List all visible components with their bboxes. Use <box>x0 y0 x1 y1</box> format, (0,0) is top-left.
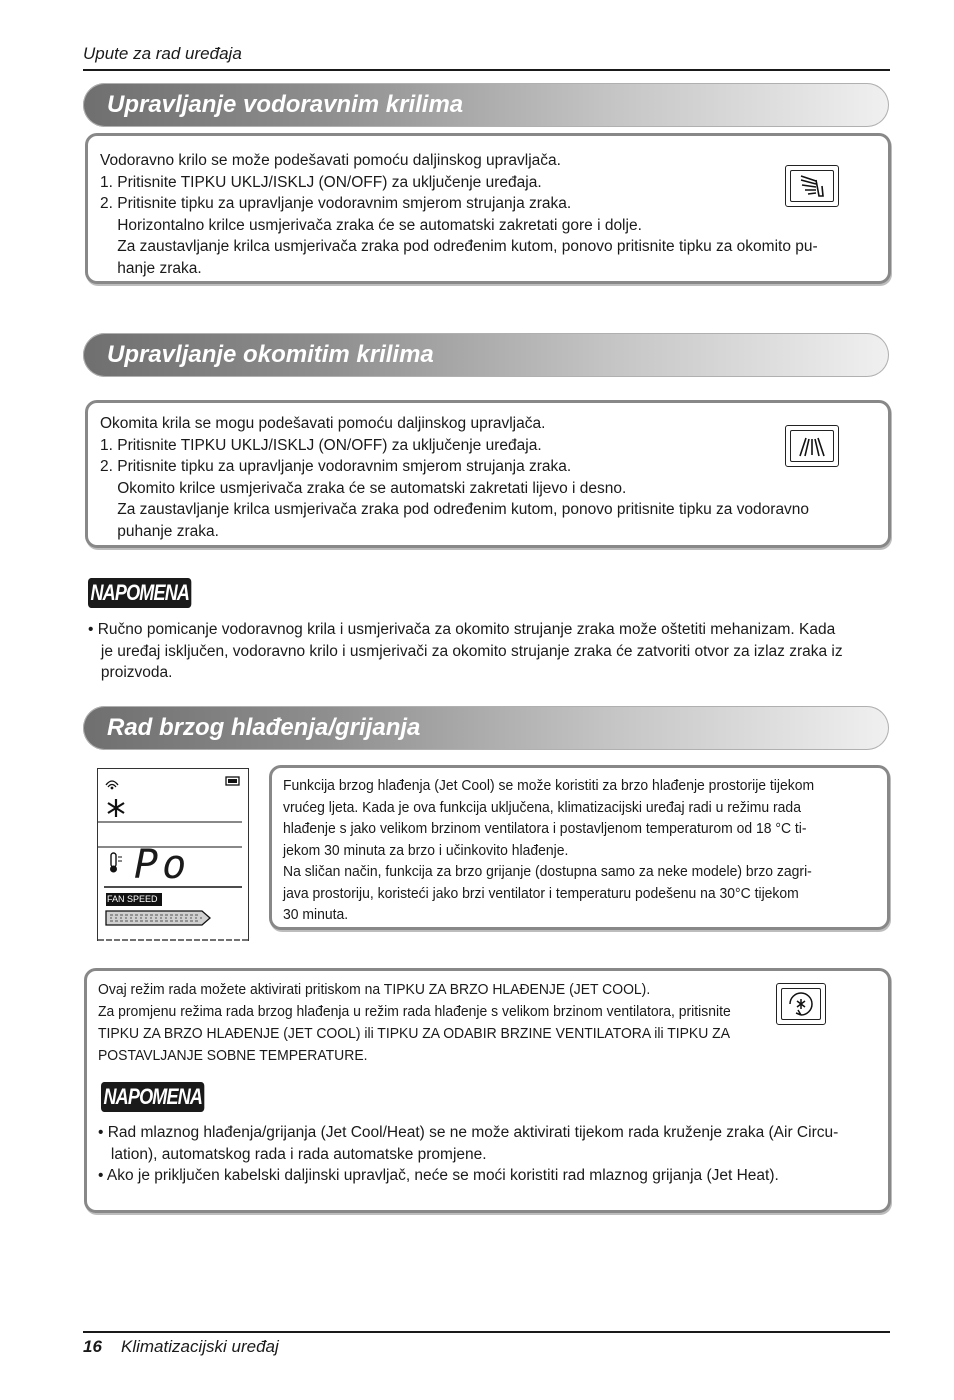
description-line: Funkcija brzog hlađenja (Jet Cool) se može koristiti za brzo hlađenje prostorije tijekom <box>283 777 815 794</box>
section-banner-horizontal-louver <box>83 83 889 127</box>
footer-title: Klimatizacijski uređaj <box>121 1337 279 1356</box>
note-label: NAPOMENA <box>101 1082 205 1112</box>
note-line: lation), automatskog rada i rada automatske promjene. <box>98 1145 487 1163</box>
instruction-line: hanje zraka. <box>100 259 202 277</box>
instruction-line: Za zaustavljanje krilca usmjerivača zraka pod određenim kutom, ponovo pritisnite tipku za okomito pu- <box>100 238 818 255</box>
description-line: 30 minuta. <box>283 906 349 923</box>
page-number: 16 <box>83 1337 102 1356</box>
section-banner-jet-mode <box>83 706 889 750</box>
description-line: java prostoriju, koristeći jako brzi ventilator i temperaturu podešenu na 30°C tijekom <box>283 884 799 902</box>
description-line: vrućeg ljeta. Kada je ova funkcija uključena, klimatizacijski uređaj radi u režimu rada <box>283 798 801 816</box>
remote-lcd-display <box>97 768 249 941</box>
instruction-line: 1. Pritisnite TIPKU UKLJ/ISKLJ (ON/OFF) za uključenje uređaja. <box>100 173 542 191</box>
section-title: Rad brzog hlađenja/grijanja <box>107 714 421 741</box>
lcd-fan-speed-label: FAN SPEED <box>107 894 158 904</box>
vertical-swing-icon <box>785 165 839 207</box>
instruction-box-vertical-louver <box>85 400 891 548</box>
section-title: Upravljanje vodoravnim krilima <box>107 91 464 118</box>
instruction-line: Za zaustavljanje krilca usmjerivača zraka pod određenim kutom, ponovo pritisnite tipku za vodoravno <box>100 501 810 518</box>
note-line: • Ručno pomicanje vodoravnog krila i usmjerivača za okomito strujanje zraka može oštetiti mehanizam. Kada <box>88 621 836 638</box>
section-banner-vertical-louver <box>83 333 889 377</box>
activation-line: TIPKU ZA BRZO HLAĐENJE (JET COOL) ili TIPKU ZA ODABIR BRZINE VENTILATORA ili TIPKU ZA <box>98 1025 731 1042</box>
instruction-line: 2. Pritisnite tipku za upravljanje vodoravnim smjerom strujanja zraka. <box>100 195 572 212</box>
activation-line: POSTAVLJANJE SOBNE TEMPERATURE. <box>98 1047 368 1064</box>
jet-cool-activation-box <box>84 968 891 1213</box>
description-line: jekom 30 minuta za brzo i učinkovito hlađenje. <box>283 841 569 859</box>
running-header: Upute za rad uređaja <box>83 44 242 63</box>
instruction-line: 1. Pritisnite TIPKU UKLJ/ISKLJ (ON/OFF) za uključenje uređaja. <box>100 436 542 454</box>
note-line: • Rad mlaznog hlađenja/grijanja (Jet Cool/Heat) se ne može aktivirati tijekom rada kruženje zraka (Air Circu- <box>98 1124 839 1141</box>
instruction-line: Horizontalno krilce usmjerivača zraka će se automatski zakretati gore i dolje. <box>100 216 642 234</box>
instruction-box-horizontal-louver <box>85 133 891 284</box>
jet-mode-description-box <box>269 765 890 930</box>
horizontal-swing-icon <box>785 425 839 467</box>
instruction-line: Vodoravno krilo se može podešavati pomoću daljinskog upravljača. <box>100 152 561 169</box>
activation-line: Za promjenu režima rada brzog hlađenja u režim rada hlađenje s velikom brzinom ventilatora, pritisnite <box>98 1003 731 1020</box>
instruction-line: Okomita krila se mogu podešavati pomoću daljinskog upravljača. <box>100 415 546 432</box>
activation-line: Ovaj režim rada možete aktivirati pritiskom na TIPKU ZA BRZO HLAĐENJE (JET COOL). <box>98 981 651 998</box>
description-line: hlađenje s jako velikom brzinom ventilatora i postavljenom temperaturom od 18 °C ti- <box>283 820 807 837</box>
instruction-line: Okomito krilce usmjerivača zraka će se automatski zakretati lijevo i desno. <box>100 479 627 497</box>
instruction-line: puhanje zraka. <box>100 522 219 540</box>
description-line: Na sličan način, funkcija za brzo grijanje (dostupna samo za neke modele) brzo zagri- <box>283 863 812 880</box>
header-rule <box>83 69 890 71</box>
note-line: • Ako je priključen kabelski daljinski upravljač, neće se moći koristiti rad mlaznog grijanja (Jet Heat). <box>98 1167 779 1184</box>
note-label: NAPOMENA <box>88 578 192 608</box>
footer-rule <box>83 1331 890 1333</box>
note-line: je uređaj isključen, vodoravno krilo i usmjerivači za okomito strujanje zraka će zatvoriti otvor za izlaz zraka iz <box>88 642 843 660</box>
instruction-line: 2. Pritisnite tipku za upravljanje vodoravnim smjerom strujanja zraka. <box>100 458 572 475</box>
lcd-mode-text: Po <box>134 842 191 888</box>
note-line: proizvoda. <box>88 664 173 681</box>
jet-cool-icon <box>776 983 826 1025</box>
section-title: Upravljanje okomitim krilima <box>107 341 434 368</box>
